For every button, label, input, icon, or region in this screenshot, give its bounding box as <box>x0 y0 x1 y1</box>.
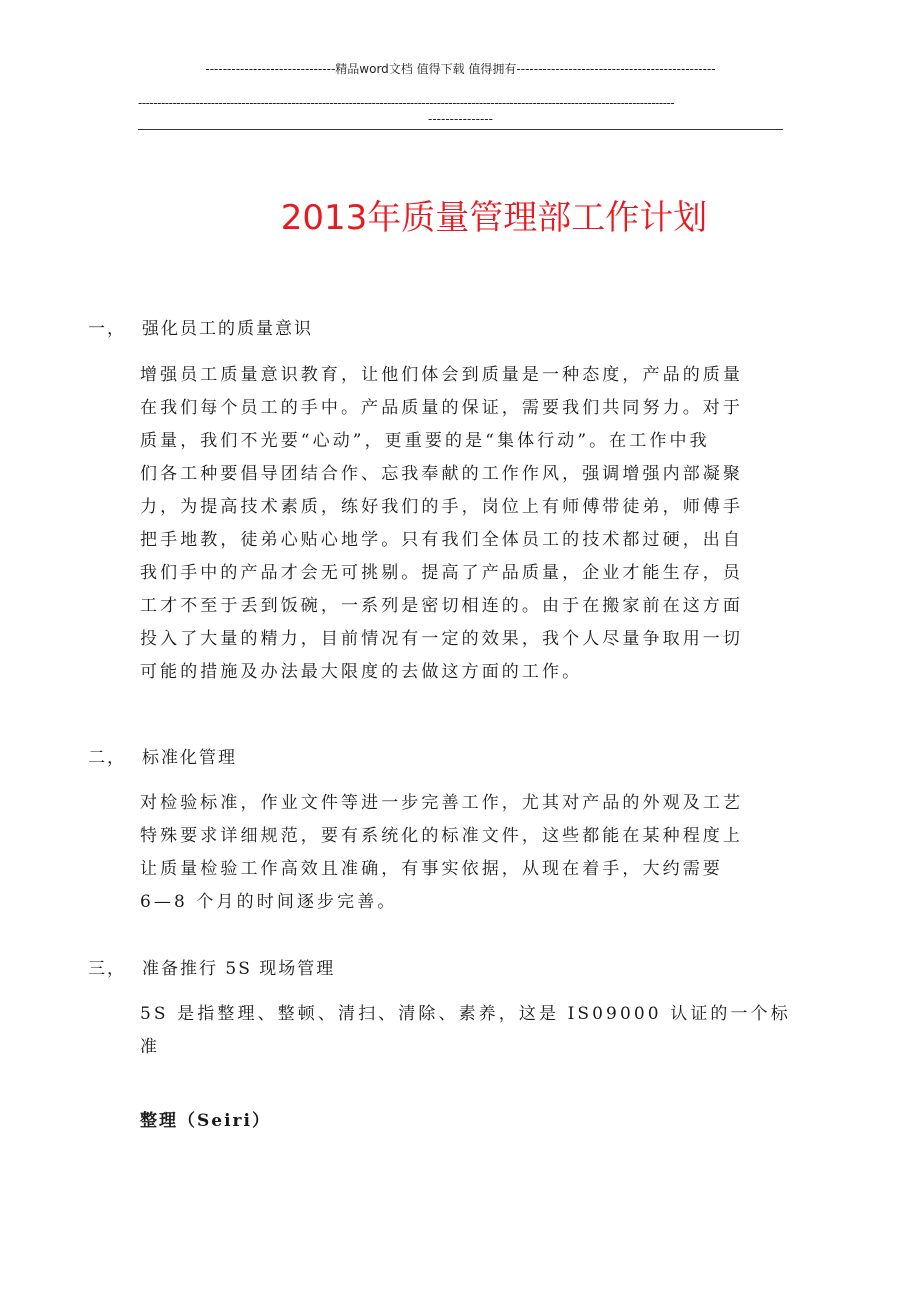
body-line: 们各工种要倡导团结合作、忘我奉献的工作作风，强调增强内部凝聚 <box>140 464 743 484</box>
section-heading-3 <box>88 954 335 979</box>
document-title: 2013年质量管理部工作计划 <box>280 198 708 238</box>
body-line: 6—8 个月的时间逐步完善。 <box>140 892 398 912</box>
section-body-3 <box>140 998 791 1064</box>
body-line: 对检验标准，作业文件等进一步完善工作，尤其对产品的外观及工艺 <box>140 793 743 813</box>
body-line: 在我们每个员工的手中。产品质量的保证，需要我们共同努力。对于 <box>140 398 743 418</box>
section-number: 一， <box>88 319 126 339</box>
body-line: 投入了大量的精力，目前情况有一定的效果，我个人尽量争取用一切 <box>140 629 743 649</box>
section-heading-2 <box>88 743 237 768</box>
body-line: 工才不至于丢到饭碗，一系列是密切相连的。由于在搬家前在这方面 <box>140 596 743 616</box>
body-line: 可能的措施及办法最大限度的去做这方面的工作。 <box>140 662 583 682</box>
body-line: 增强员工质量意识教育，让他们体会到质量是一种态度，产品的质量 <box>140 365 743 385</box>
header-dash-line: -------------------------------------------------------------------------------------------------------------------------------------------- <box>138 96 675 110</box>
header-dash-line-short: --------------- <box>428 112 493 126</box>
body-line: 质量，我们不光要“心动”，更重要的是“集体行动”。在工作中我 <box>140 431 710 451</box>
body-line: 准 <box>140 1037 161 1057</box>
section-title: 强化员工的质量意识 <box>142 319 313 339</box>
section-body-2 <box>140 787 780 919</box>
section-title: 准备推行 5S 现场管理 <box>142 959 336 979</box>
body-line: 把手地教，徒弟心贴心地学。只有我们全体员工的技术都过硬，出自 <box>140 530 743 550</box>
section-number: 三， <box>88 959 126 979</box>
section-heading-1 <box>88 314 313 339</box>
body-line: 让质量检验工作高效且准确，有事实依据，从现在着手，大约需要 <box>140 859 723 879</box>
section-number: 二， <box>88 748 126 768</box>
subheading-seiri: 整理（Seiri） <box>140 1111 271 1131</box>
section-body-1 <box>140 359 780 689</box>
section-title: 标准化管理 <box>142 748 237 768</box>
body-line: 5S 是指整理、整顿、清扫、清除、素养，这是 IS09000 认证的一个标 <box>140 1004 791 1024</box>
body-line: 力，为提高技术素质，练好我们的手，岗位上有师傅带徒弟，师傅手 <box>140 497 743 517</box>
header-banner: ------------------------------精品word文档 值得下载 值得拥有---------------------------------------------- <box>205 62 716 76</box>
body-line: 特殊要求详细规范，要有系统化的标准文件，这些都能在某种程度上 <box>140 826 743 846</box>
header-divider <box>138 129 783 130</box>
body-line: 我们手中的产品才会无可挑剔。提高了产品质量，企业才能生存，员 <box>140 563 743 583</box>
